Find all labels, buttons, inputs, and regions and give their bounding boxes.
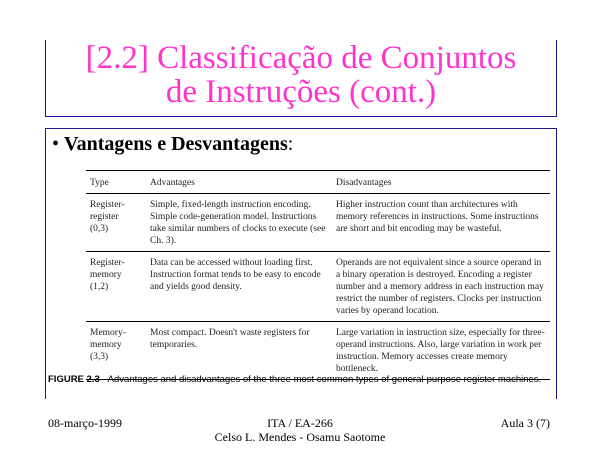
disadvantages-cell: Operands are not equivalent since a source operand in a binary operation is destroyed. Encoding a register number and a memory address in each instruction may restrict the number of registers. Clocks per instruction varies by operand location.	[332, 252, 550, 322]
table-row	[86, 194, 550, 252]
type-line: Register-	[90, 258, 125, 268]
table-header-row	[86, 171, 550, 194]
type-line: memory	[90, 270, 122, 280]
bullet-text: Vantagens e Desvantagens	[64, 133, 288, 155]
table-row	[86, 322, 550, 380]
bullet-suffix: :	[287, 133, 294, 155]
type-line: memory	[90, 340, 122, 350]
advantages-cell: Simple, fixed-length instruction encoding. Simple code-generation model. Instructions take similar numbers of clocks to execute (see Ch. 3).	[146, 194, 332, 252]
header-disadvantages: Disadvantages	[332, 171, 550, 194]
type-line: Register-	[90, 200, 125, 210]
footer-center	[150, 416, 450, 444]
footer-lecture: Aula 3 (7)	[500, 416, 550, 430]
slide-title-line-1: [2.2] Classificação de Conjuntos	[85, 40, 517, 76]
caption-text: Advantages and disadvantages of the three most common types of general-purpose register machines.	[107, 374, 542, 385]
table-row	[86, 252, 550, 322]
type-cell	[86, 252, 146, 322]
type-line: Memory-	[90, 328, 126, 338]
header-advantages: Advantages	[146, 171, 332, 194]
type-line: (3,3)	[90, 352, 109, 362]
disadvantages-cell: Large variation in instruction size, especially for three-operand instructions. Also, large variation in work per instruction. Memory accesses create memory bottleneck.	[332, 322, 550, 380]
figure-caption	[48, 374, 541, 385]
type-cell	[86, 322, 146, 380]
footer-course: ITA / EA-266	[267, 416, 333, 430]
caption-label: FIGURE 2.3	[48, 374, 100, 385]
type-line: (1,2)	[90, 282, 109, 292]
bullet-item	[52, 132, 293, 156]
header-type: Type	[86, 171, 146, 194]
type-line: register	[90, 212, 119, 222]
advantages-cell: Most compact. Doesn't waste registers for temporaries.	[146, 322, 332, 380]
comparison-figure	[86, 170, 550, 380]
type-line: (0,3)	[90, 224, 109, 234]
slide-title-line-2: de Instruções (cont.)	[165, 74, 437, 110]
type-cell	[86, 194, 146, 252]
footer-authors: Celso L. Mendes - Osamu Saotome	[214, 430, 386, 444]
title-box	[45, 40, 557, 117]
disadvantages-cell: Higher instruction count than architectures with memory references in instructions. Some instructions are short and bit encoding may be wasteful.	[332, 194, 550, 252]
bullet-icon: •	[52, 133, 60, 155]
advantages-cell: Data can be accessed without loading first. Instruction format tends to be easy to encode and yields good density.	[146, 252, 332, 322]
comparison-table	[86, 170, 550, 380]
footer-date: 08-março-1999	[48, 416, 122, 430]
